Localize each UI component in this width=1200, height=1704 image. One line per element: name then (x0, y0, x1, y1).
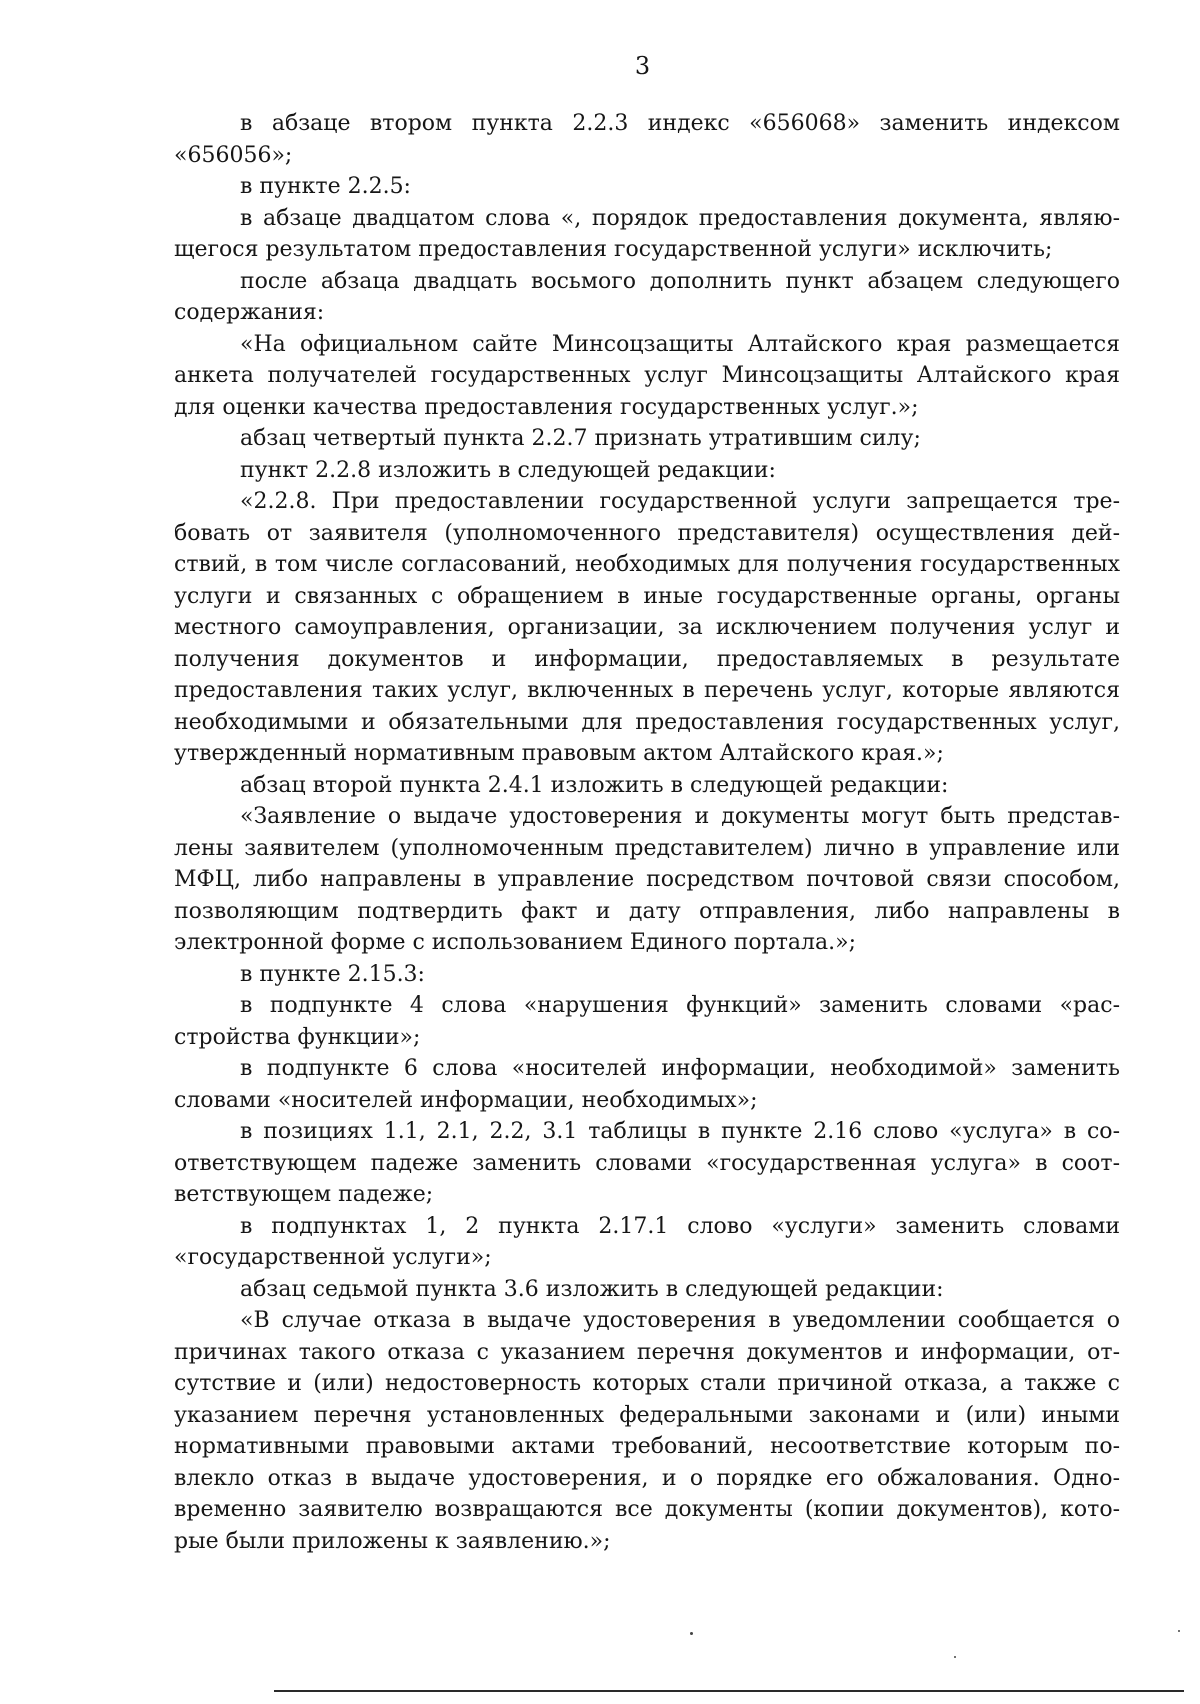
scan-speck (690, 1632, 693, 1635)
paragraph-4: после абзаца двадцать восьмого дополнить пункт абзацем следующего содержания: (174, 268, 1120, 325)
paragraph-14: в позициях 1.1, 2.1, 2.2, 3.1 таблицы в пункте 2.16 слово «услуга» в соответствующем падеже заменить словами «государственная услуга» в соответствующем падеже; (174, 1119, 1120, 1207)
paragraph-5: «На официальном сайте Минсоцзащиты Алтайского края размещается анкета получателей государственных услуг Минсоцзащиты Алтайского края для оценки качества предоставления государственных услуг.»; (174, 331, 1120, 420)
paragraph-17: «В случае отказа в выдаче удостоверения в уведомлении сообщается о причинах такого отказа с указанием перечня документов и информации, отсутствие и (или) недостоверность которых стали причиной отказа, а также с указанием перечня установленных федеральными законами и (или) иными нормативными правовыми актами требований, несоответствие которым повлекло отказ в выдаче удостоверения, и о порядке его обжалования. Одновременно заявителю возвращаются все документы (копии документов), которые были приложены к заявлению.»; (174, 1308, 1120, 1554)
paragraph-3: в абзаце двадцатом слова «, порядок предоставления документа, являющегося результатом предоставления государственной услуги» исключить; (174, 205, 1120, 262)
paragraph-11: в пункте 2.15.3: (240, 961, 425, 987)
paragraph-2: в пункте 2.2.5: (240, 174, 411, 199)
scan-speck (1178, 1630, 1180, 1632)
scan-edge-line (274, 1690, 1184, 1692)
page-number: 3 (634, 52, 651, 80)
paragraph-15: в подпунктах 1, 2 пункта 2.17.1 слово «услуги» заменить словами «государственной услуги»; (174, 1213, 1120, 1270)
paragraph-13: в подпункте 6 слова «носителей информации, необходимой» заменить словами «носителей информации, необходимых»; (174, 1056, 1120, 1113)
paragraph-6: абзац четвертый пункта 2.2.7 признать утратившим силу; (240, 426, 921, 451)
paragraph-12: в подпункте 4 слова «нарушения функций» заменить словами «расстройства функции»; (174, 993, 1120, 1050)
scan-speck (954, 1656, 956, 1658)
paragraph-1: в абзаце втором пункта 2.2.3 индекс «656068» заменить индексом «656056»; (174, 111, 1120, 168)
paragraph-10: «Заявление о выдаче удостоверения и документы могут быть представлены заявителем (уполномоченным представителем) лично в управление или МФЦ, либо направлены в управление посредством почтовой связи способом, позволяющим подтвердить факт и дату отправления, либо направлены в электронной форме с использованием Единого портала.»; (174, 804, 1120, 955)
paragraph-16: абзац седьмой пункта 3.6 изложить в следующей редакции: (240, 1276, 944, 1302)
document-body (174, 108, 1120, 1557)
paragraph-8: «2.2.8. При предоставлении государственной услуги запрещается требовать от заявителя (уполномоченного представителя) осуществления действий, в том числе согласований, необходимых для получения государственных услуги и связанных с обращением в иные государственные органы, органы местного самоуправления, организации, за исключением получения услуг и получения документов и информации, предоставляемых в результате предоставления таких услуг, включенных в перечень услуг, которые являются необходимыми и обязательными для предоставления государственных услуг, утвержденный нормативным правовым актом Алтайского края.»; (174, 489, 1120, 766)
paragraph-7: пункт 2.2.8 изложить в следующей редакции: (240, 457, 776, 483)
paragraph-9: абзац второй пункта 2.4.1 изложить в следующей редакции: (240, 772, 949, 798)
